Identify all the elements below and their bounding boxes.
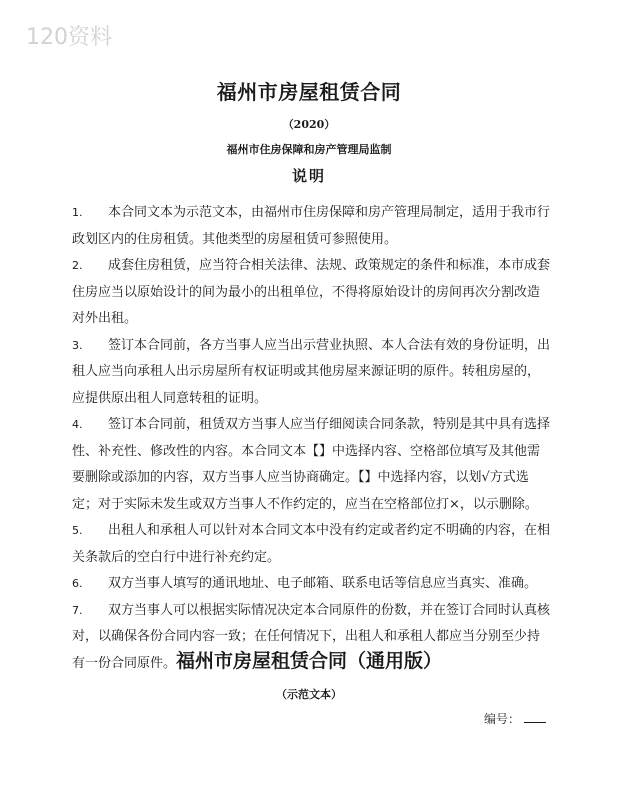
list-item [72,200,550,253]
watermark-text: 120资料 [26,25,112,50]
item-text: 成套住房租赁，应当符合相关法律、法规、政策规定的条件和标准，本市成套住房应当以原始设计的间为最小的出租单位，不得将原始设计的房间再次分割改造对外出租。 [72,258,551,326]
contract-number-field [484,710,546,727]
contract-title: 福州市房屋租赁合同（通用版） [175,650,442,672]
item-number: 1. [72,206,83,219]
document-year: （2020） [282,118,336,131]
contract-number-blank [524,712,546,723]
item-number: 6. [72,577,83,590]
document-title: 福州市房屋租赁合同 [216,80,402,104]
list-item [72,253,550,333]
list-item [72,518,550,571]
contract-number-label: 编号： [483,712,520,726]
item-text: 签订本合同前，租赁双方当事人应当仔细阅读合同条款，特别是其中具有选择性、补充性、修改性的内容。本合同文本【】中选择内容、空格部位填写及其他需要删除或添加的内容，双方当事人应当协商确定。【】中选择内容，以划√方式选定；对于实际未发生或双方当事人不作约定的，应当在空格部位打×，以示删除。 [72,417,551,512]
item-text: 双方当事人可以根据实际情况决定本合同原件的份数，并在签订合同时认真核对，以确保各份合同内容一致；在任何情况下，出租人和承租人都应当分别至少持有一份合同原件。 [72,602,551,671]
item-text: 出租人和承租人可以针对本合同文本中没有约定或者约定不明确的内容，在相关条款后的空白行中进行补充约定。 [72,523,551,565]
item-text: 双方当事人填写的通讯地址、电子邮箱、联系电话等信息应当真实、准确。 [108,576,538,591]
item-number: 3. [72,338,83,352]
explanation-heading: 说明 [291,167,326,185]
item-number: 5. [72,524,83,537]
list-item [72,412,550,518]
list-item [72,333,550,413]
item-text: 本合同文本为示范文本，由福州市住房保障和房产管理局制定，适用于我市行政划区内的住房租赁。其他类型的房屋租赁可参照使用。 [72,205,551,247]
item-text: 签订本合同前，各方当事人应当出示营业执照、本人合法有效的身份证明，出租人应当向承租人出示房屋所有权证明或其他房屋来源证明的原件。转租房屋的，应提供原出租人同意转租的证明。 [72,337,551,406]
explanation-list [72,200,550,677]
list-item [72,571,550,598]
item-number: 7. [72,603,83,617]
supervisor-line: 福州市住房保障和房产管理局监制 [226,143,392,156]
item-number: 2. [72,259,83,272]
sample-label: （示范文本） [276,688,342,701]
item-number: 4. [72,418,83,431]
